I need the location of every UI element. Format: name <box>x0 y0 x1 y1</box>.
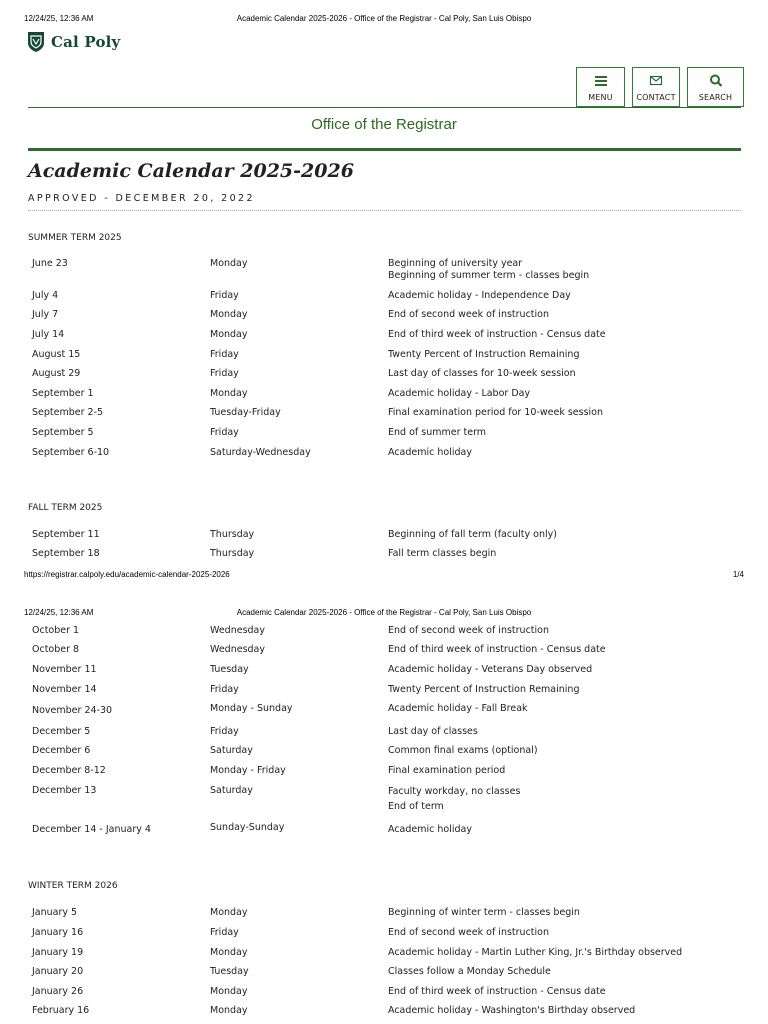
row-events <box>388 745 728 757</box>
row-day: Monday <box>210 388 248 399</box>
row-event: Beginning of summer term - classes begin <box>388 270 590 281</box>
row-events <box>388 1005 728 1017</box>
row-event: Twenty Percent of Instruction Remaining <box>388 684 580 695</box>
row-events <box>388 947 728 959</box>
row-day: Friday <box>210 349 239 360</box>
row-date: October 1 <box>32 625 80 636</box>
contact-label: CONTACT <box>636 93 676 102</box>
row-day: Monday - Friday <box>210 765 286 776</box>
row-event: Beginning of fall term (faculty only) <box>388 529 557 540</box>
row-day: Sunday-Sunday <box>210 822 285 833</box>
row-day: Friday <box>210 427 239 438</box>
row-date: January 16 <box>32 927 84 938</box>
row-event: Academic holiday - Fall Break <box>388 703 528 714</box>
row-event: Final examination period for 10-week session <box>388 407 604 418</box>
row-event: Final examination period <box>388 765 506 776</box>
row-events <box>388 786 728 813</box>
row-date: August 15 <box>32 349 81 360</box>
row-event: Beginning of university year <box>388 258 523 269</box>
row-events <box>388 824 728 836</box>
contact-button[interactable] <box>632 67 680 107</box>
row-event: Last day of classes for 10-week session <box>388 368 576 379</box>
row-event: Academic holiday - Martin Luther King, Jr.'s Birthday observed <box>388 947 683 958</box>
approved-date: APPROVED - DECEMBER 20, 2022 <box>28 193 255 204</box>
row-event: Classes follow a Monday Schedule <box>388 966 551 977</box>
search-icon <box>709 74 723 87</box>
row-date: August 29 <box>32 368 81 379</box>
print-title: Academic Calendar 2025-2026 - Office of the Registrar - Cal Poly, San Luis Obispo <box>236 14 532 23</box>
row-date: July 7 <box>32 309 59 320</box>
row-day: Monday <box>210 258 248 269</box>
search-button[interactable] <box>687 67 744 107</box>
print-header <box>0 608 768 620</box>
row-date: January 26 <box>32 986 84 997</box>
row-events <box>388 349 728 361</box>
row-event: End of second week of instruction <box>388 625 549 636</box>
row-event: End of third week of instruction - Census date <box>388 986 606 997</box>
row-event: End of term <box>388 801 444 812</box>
print-title: Academic Calendar 2025-2026 - Office of the Registrar - Cal Poly, San Luis Obispo <box>236 608 532 617</box>
page-title: Academic Calendar 2025-2026 <box>28 160 354 182</box>
title-divider <box>28 148 741 151</box>
row-day: Monday <box>210 309 248 320</box>
row-date: December 8-12 <box>32 765 106 776</box>
row-date: January 19 <box>32 947 84 958</box>
row-event: Twenty Percent of Instruction Remaining <box>388 349 580 360</box>
row-events <box>388 329 728 341</box>
row-event: Academic holiday <box>388 824 472 835</box>
menu-label: MENU <box>588 93 613 102</box>
row-day: Tuesday <box>210 664 249 675</box>
row-events <box>388 907 728 919</box>
row-day: Monday <box>210 329 248 340</box>
row-event: End of second week of instruction <box>388 927 549 938</box>
row-event: Common final exams (optional) <box>388 745 538 756</box>
row-events <box>388 644 728 656</box>
row-date: September 6-10 <box>32 447 110 458</box>
hamburger-icon <box>594 74 608 87</box>
row-date: September 5 <box>32 427 94 438</box>
row-date: July 14 <box>32 329 65 340</box>
row-day: Monday <box>210 907 248 918</box>
print-timestamp: 12/24/25, 12:36 AM <box>24 14 94 23</box>
row-date: November 11 <box>32 664 97 675</box>
cal-poly-logo[interactable] <box>27 30 120 54</box>
row-event: Academic holiday - Washington's Birthday observed <box>388 1005 636 1016</box>
row-event: Last day of classes <box>388 726 478 737</box>
logo-wordmark: Cal Poly <box>51 33 121 51</box>
row-date: July 4 <box>32 290 59 301</box>
row-events <box>388 529 728 541</box>
row-events <box>388 726 728 738</box>
row-events <box>388 447 728 459</box>
row-day: Friday <box>210 726 239 737</box>
row-day: Wednesday <box>210 644 266 655</box>
row-events <box>388 927 728 939</box>
print-header <box>0 14 768 26</box>
row-day: Saturday <box>210 745 253 756</box>
row-date: June 23 <box>32 258 68 269</box>
row-event: End of third week of instruction - Census date <box>388 329 606 340</box>
winter-term-heading: WINTER TERM 2026 <box>28 881 118 891</box>
row-day: Wednesday <box>210 625 266 636</box>
row-event: Beginning of winter term - classes begin <box>388 907 580 918</box>
search-label: SEARCH <box>698 93 733 102</box>
row-events <box>388 388 728 400</box>
row-day: Saturday-Wednesday <box>210 447 311 458</box>
row-day: Monday - Sunday <box>210 703 293 714</box>
envelope-icon <box>649 74 663 87</box>
row-events <box>388 368 728 380</box>
row-day: Friday <box>210 290 239 301</box>
row-date: December 13 <box>32 785 97 796</box>
row-day: Saturday <box>210 785 253 796</box>
print-page-number: 1/4 <box>732 570 744 579</box>
row-day: Friday <box>210 927 239 938</box>
row-date: December 14 - January 4 <box>32 824 151 835</box>
row-day: Monday <box>210 1005 248 1016</box>
office-title-link[interactable]: Office of the Registrar <box>311 116 457 133</box>
row-date: September 18 <box>32 548 100 559</box>
row-events <box>388 986 728 998</box>
header-divider <box>28 107 741 108</box>
row-day: Monday <box>210 947 248 958</box>
fall-term-heading: FALL TERM 2025 <box>28 503 103 513</box>
row-event: Academic holiday - Veterans Day observed <box>388 664 593 675</box>
row-event: Faculty workday, no classes <box>388 786 521 797</box>
row-date: September 1 <box>32 388 94 399</box>
row-day: Friday <box>210 368 239 379</box>
row-date: January 5 <box>32 907 78 918</box>
row-event: Academic holiday - Labor Day <box>388 388 531 399</box>
row-date: November 14 <box>32 684 97 695</box>
row-day: Tuesday-Friday <box>210 407 281 418</box>
row-date: October 8 <box>32 644 80 655</box>
row-date: December 5 <box>32 726 91 737</box>
row-events <box>388 309 728 321</box>
menu-button[interactable] <box>576 67 625 107</box>
row-day: Thursday <box>210 529 255 540</box>
print-timestamp: 12/24/25, 12:36 AM <box>24 608 94 617</box>
row-date: January 20 <box>32 966 84 977</box>
row-events <box>388 765 728 777</box>
print-footer <box>0 570 768 582</box>
summer-term-heading: SUMMER TERM 2025 <box>28 233 122 243</box>
row-day: Thursday <box>210 548 255 559</box>
row-day: Friday <box>210 684 239 695</box>
row-date: September 11 <box>32 529 100 540</box>
row-date: February 16 <box>32 1005 90 1016</box>
dotted-divider <box>28 210 741 211</box>
row-event: Fall term classes begin <box>388 548 497 559</box>
print-url[interactable]: https://registrar.calpoly.edu/academic-calendar-2025-2026 <box>24 570 230 579</box>
row-date: December 6 <box>32 745 91 756</box>
row-day: Tuesday <box>210 966 249 977</box>
row-day: Monday <box>210 986 248 997</box>
row-events <box>388 427 728 439</box>
row-date: September 2-5 <box>32 407 104 418</box>
row-events <box>388 290 728 302</box>
row-event: End of third week of instruction - Census date <box>388 644 606 655</box>
row-events <box>388 664 728 676</box>
row-events <box>388 407 728 419</box>
row-event: End of second week of instruction <box>388 309 549 320</box>
row-events <box>388 625 728 637</box>
row-event: Academic holiday <box>388 447 472 458</box>
row-events <box>388 258 728 282</box>
row-events <box>388 966 728 978</box>
row-events <box>388 548 728 560</box>
row-event: End of summer term <box>388 427 487 438</box>
header-nav <box>576 67 744 107</box>
row-events <box>388 684 728 696</box>
shield-icon <box>27 31 45 53</box>
row-event: Academic holiday - Independence Day <box>388 290 571 301</box>
row-date: November 24-30 <box>32 705 113 716</box>
row-events <box>388 703 728 715</box>
